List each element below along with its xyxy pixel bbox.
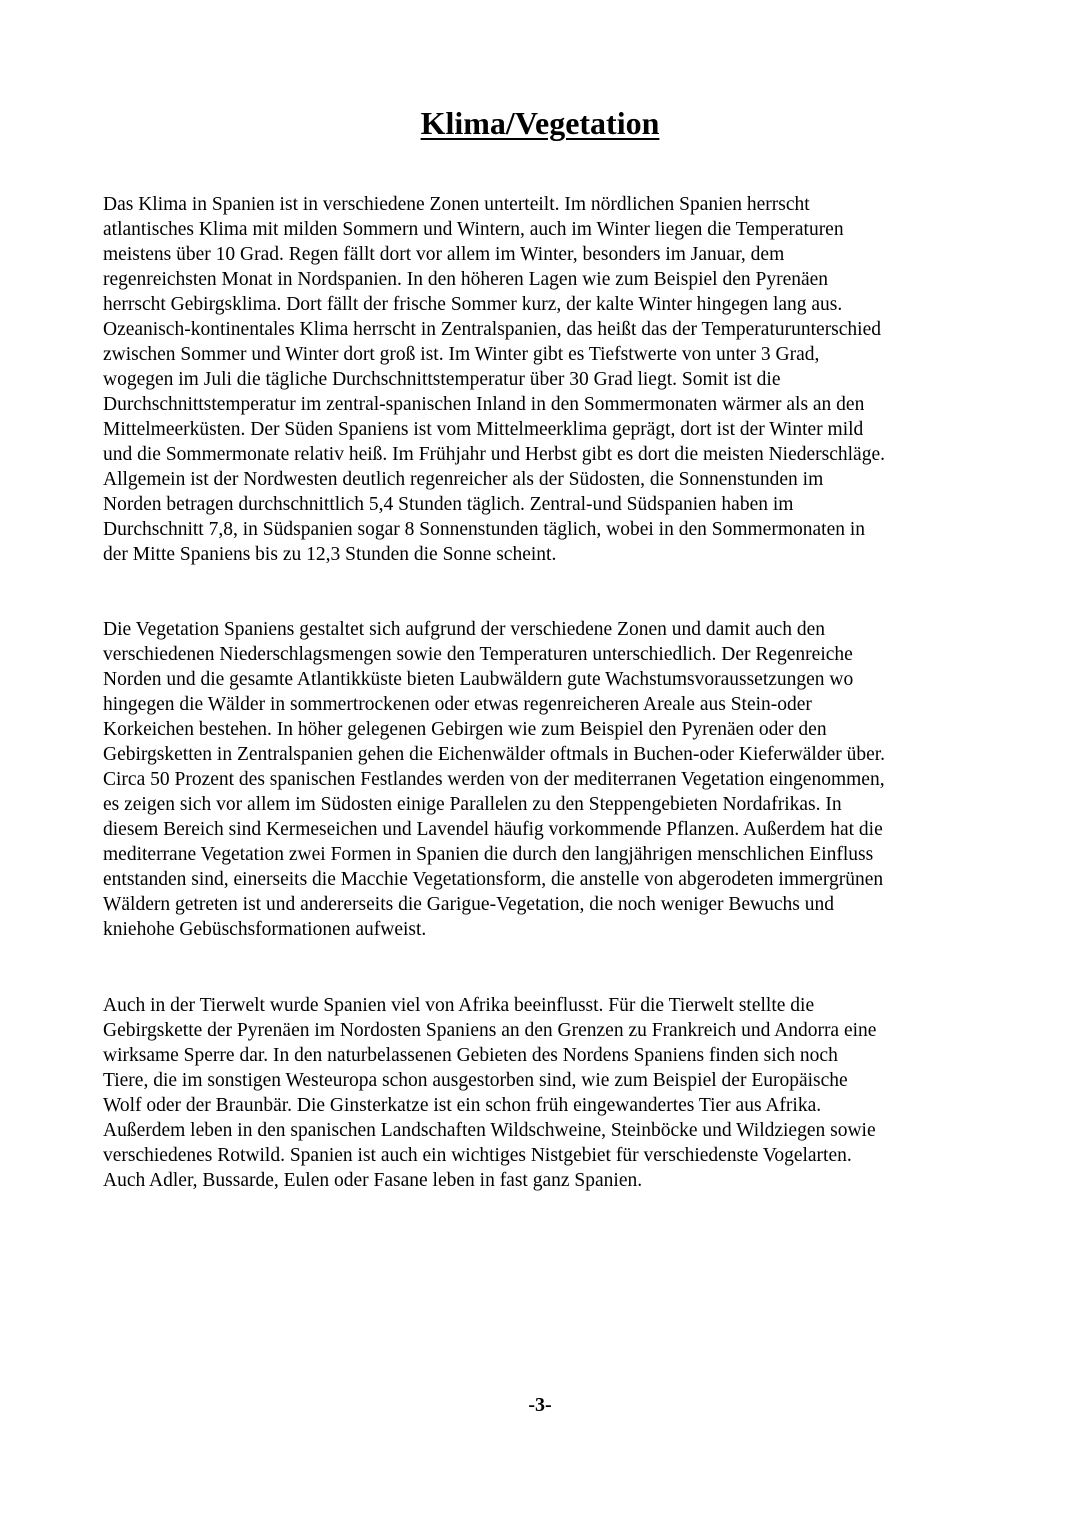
page-title: Klima/Vegetation (420, 105, 660, 141)
paragraph-vegetation: Die Vegetation Spaniens gestaltet sich aufgrund der verschiedene Zonen und damit auch den verschiedenen Niederschlagsmengen sowie den Temperaturen unterschiedlich. Der Regenreiche Norden und die gesamte Atlantikküste bieten Laubwäldern gute Wachstumsvoraussetzungen wo hingegen die Wälder in sommertrockenen oder etwas regenreicheren Areale aus Stein-oder Korkeichen bestehen. In höher gelegenen Gebirgen wie zum Beispiel den Pyrenäen oder den Gebirgsketten in Zentralspanien gehen die Eichenwälder oftmals in Buchen-oder Kieferwälder über. Circa 50 Prozent des spanischen Festlandes werden von der mediterranen Vegetation eingenommen, es zeigen sich vor allem im Südosten einige Parallelen zu den Steppengebieten Nordafrikas. In diesem Bereich sind Kermeseichen und Lavendel häufig vorkommende Pflanzen. Außerdem hat die mediterrane Vegetation zwei Formen in Spanien die durch den langjährigen menschlichen Einfluss entstanden sind, einerseits die Macchie Vegetationsform, die anstelle von abgerodeten immergrünen Wäldern getreten ist und andererseits die Garigue-Vegetation, die noch weniger Bewuchs und kniehohe Gebüschsformationen aufweist. (103, 619, 886, 940)
paragraph-fauna: Auch in der Tierwelt wurde Spanien viel von Afrika beeinflusst. Für die Tierwelt stellte die Gebirgskette der Pyrenäen im Nordosten Spaniens an den Grenzen zu Frankreich und Andorra eine wirksame Sperre dar. In den naturbelassenen Gebieten des Nordens Spaniens finden sich noch Tiere, die im sonstigen Westeuropa schon ausgestorben sind, wie zum Beispiel der Europäische Wolf oder der Braunbär. Die Ginsterkatze ist ein schon früh eingewandertes Tier aus Afrika. Außerdem leben in den spanischen Landschaften Wildschweine, Steinböcke und Wildziegen sowie verschiedenes Rotwild. Spanien ist auch ein wichtiges Nistgebiet für verschiedenste Vogelarten. Auch Adler, Bussarde, Eulen oder Fasane leben in fast ganz Spanien. (103, 995, 877, 1191)
page-number: -3- (528, 1394, 552, 1416)
paragraph-climate: Das Klima in Spanien ist in verschiedene Zonen unterteilt. Im nördlichen Spanien herrscht atlantisches Klima mit milden Sommern und Wintern, auch im Winter liegen die Temperaturen meistens über 10 Grad. Regen fällt dort vor allem im Winter, besonders im Januar, dem regenreichsten Monat in Nordspanien. In den höheren Lagen wie zum Beispiel den Pyrenäen herrscht Gebirgsklima. Dort fällt der frische Sommer kurz, der kalte Winter hingegen lang aus. Ozeanisch-kontinentales Klima herrscht in Zentralspanien, das heißt das der Temperaturunterschied zwischen Sommer und Winter dort groß ist. Im Winter gibt es Tiefstwerte von unter 3 Grad, wogegen im Juli die tägliche Durchschnittstemperatur über 30 Grad liegt. Somit ist die Durchschnittstemperatur im zentral-spanischen Inland in den Sommermonaten wärmer als an den Mittelmeerküsten. Der Süden Spaniens ist vom Mittelmeerklima geprägt, dort ist der Winter mild und die Sommermonate relativ heiß. Im Frühjahr und Herbst gibt es dort die meisten Niederschläge. Allgemein ist der Nordwesten deutlich regenreicher als der Südosten, die Sonnenstunden im Norden betragen durchschnittlich 5,4 Stunden täglich. Zentral-und Südspanien haben im Durchschnitt 7,8, in Südspanien sogar 8 Sonnenstunden täglich, wobei in den Sommermonaten in der Mitte Spaniens bis zu 12,3 Stunden die Sonne scheint. (103, 194, 885, 565)
